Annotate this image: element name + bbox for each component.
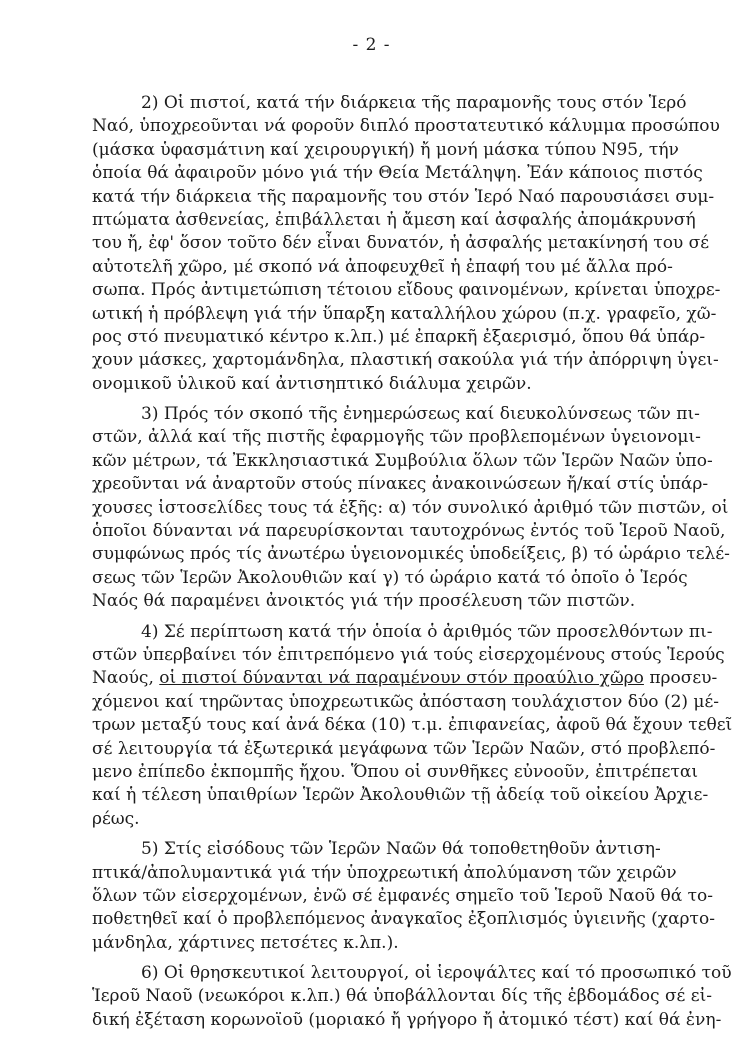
text-line: Ναός θά παραμένει ἀνοικτός γιά τήν προσέλευση τῶν πιστῶν.: [92, 591, 636, 612]
text-line: 3) Πρός τόν σκοπό τῆς ἐνημερώσεως καί διευκολύνσεως τῶν πι-: [141, 404, 700, 425]
text-line: πτώματα ἀσθενείας, ἐπιβάλλεται ἡ ἄμεση καί ἀσφαλής ἀπομάκρυνσή: [92, 209, 696, 230]
text-line: Ἱεροῦ Ναοῦ (νεωκόροι κ.λπ.) θά ὑποβάλλονται δίς τῆς ἑβδομάδος σέ εἰ-: [92, 986, 712, 1007]
text-line: χουσες ἱστοσελίδες τους τά ἑξῆς: α) τόν συνολικό ἀριθμό τῶν πιστῶν, οἱ: [92, 497, 729, 518]
text-line: ὅλων τῶν εἰσερχομένων, ἐνῶ σέ ἐμφανές σημεῖο τοῦ Ἱεροῦ Ναοῦ θά το-: [92, 885, 714, 906]
paragraph-5: [92, 838, 715, 955]
text-line: (μάσκα ὑφασμάτινη καί χειρουργική) ἤ μονή μάσκα τύπου Ν95, τήν: [92, 139, 679, 160]
text-line: αὐτοτελῆ χῶρο, μέ σκοπό νά ἀποφευχθεῖ ἡ ἐπαφή του μέ ἄλλα πρό-: [92, 256, 673, 277]
text-line: του ἤ, ἐφ' ὅσον τοῦτο δέν εἶναι δυνατόν, ἡ ἀσφαλής μετακίνησή του σέ: [92, 233, 710, 254]
paragraph-6: [92, 962, 732, 1032]
text-line: δική ἐξέταση κορωνοϊοῦ (μοριακό ἤ γρήγορο ἤ ἀτομικό τέστ) καί θά ἐνη-: [92, 1009, 722, 1030]
paragraph-3: [92, 403, 730, 614]
text-line: ποθετηθεῖ καί ὁ προβλεπόμενος ἀναγκαῖος ἐξοπλισμός ὑγιεινῆς (χαρτο-: [92, 909, 715, 930]
paragraph-4: [92, 621, 733, 832]
text-line: σωπα. Πρός ἀντιμετώπιση τέτοιου εἴδους φαινομένων, κρίνεται ὑποχρε-: [92, 280, 721, 301]
text-line: στῶν ὑπερβαίνει τόν ἐπιτρεπόμενο γιά τούς εἰσερχομένους στούς Ἱερούς: [92, 644, 725, 665]
text-line: Ναό, ὑποχρεοῦνται νά φοροῦν διπλό προστατευτικό κάλυμμα προσώπου: [92, 116, 720, 137]
paragraph-2: [92, 92, 721, 396]
text-line: καί ἡ τέλεση ὑπαιθρίων Ἱερῶν Ἀκολουθιῶν τῇ ἀδείᾳ τοῦ οἰκείου Ἀρχιε-: [92, 785, 709, 806]
page-number: - 2 -: [352, 35, 391, 55]
document-body: [92, 92, 733, 1039]
text-line: 2) Οἱ πιστοί, κατά τήν διάρκεια τῆς παραμονῆς τους στόν Ἱερό: [141, 93, 687, 113]
text-line: χόμενοι καί τηρῶντας ὑποχρεωτικῶς ἀπόσταση τουλάχιστον δύο (2) μέ-: [92, 691, 720, 712]
text-line: ονομικοῦ ὑλικοῦ καί ἀντισηπτικό διάλυμα χειρῶν.: [92, 373, 532, 394]
text-line: στῶν, ἀλλά καί τῆς πιστῆς ἐφαρμογῆς τῶν προβλεπομένων ὑγειονομι-: [92, 427, 701, 448]
text-line: κατά τήν διάρκεια τῆς παραμονῆς του στόν Ἱερό Ναό παρουσιάσει συμ-: [92, 186, 715, 207]
text-fragment: προσευ-: [649, 668, 718, 689]
text-line: μενο ἐπίπεδο ἐκπομπῆς ἤχου. Ὅπου οἱ συνθῆκες εὐνοοῦν, ἐπιτρέπεται: [92, 761, 698, 782]
text-line: πτικά/ἀπολυμαντικά γιά τήν ὑποχρεωτική ἀπολύμανση τῶν χειρῶν: [92, 862, 677, 883]
text-line: χουν μάσκες, χαρτομάνδηλα, πλαστική σακούλα γιά τήν ἀπόρριψη ὑγει-: [92, 350, 719, 371]
text-line: κῶν μέτρων, τά Ἐκκλησιαστικά Συμβούλια ὅλων τῶν Ἱερῶν Ναῶν ὑπο-: [92, 450, 713, 471]
text-line: 6) Οἱ θρησκευτικοί λειτουργοί, οἱ ἱεροψάλτες καί τό προσωπικό τοῦ: [141, 963, 732, 984]
text-line: 5) Στίς εἰσόδους τῶν Ἱερῶν Ναῶν θά τοποθετηθοῦν ἀντιση-: [141, 839, 661, 860]
underlined-phrase: οἱ πιστοί δύνανται νά παραμένουν στόν προαύλιο χῶρο: [159, 668, 644, 689]
text-line: σέ λειτουργία τά ἐξωτερικά μεγάφωνα τῶν Ἱερῶν Ναῶν, στό προβλεπό-: [92, 738, 716, 759]
text-line: ὁποῖοι δύνανται νά παρευρίσκονται ταυτοχρόνως ἐντός τοῦ Ἱεροῦ Ναοῦ,: [92, 521, 726, 542]
text-line: ρος στό πνευματικό κέντρο κ.λπ.) μέ ἐπαρκῆ ἐξαερισμό, ὅπου θά ὑπάρ-: [92, 326, 706, 347]
text-line: σεως τῶν Ἱερῶν Ἀκολουθιῶν καί γ) τό ὡράριο κατά τό ὁποῖο ὁ Ἱερός: [92, 567, 688, 588]
text-line: ωτική ἡ πρόβλεψη γιά τήν ὕπαρξη καταλλήλου χώρου (π.χ. γραφεῖο, χῶ-: [92, 303, 717, 324]
text-fragment: Ναούς,: [92, 668, 154, 689]
text-line: μάνδηλα, χάρτινες πετσέτες κ.λπ.).: [92, 932, 399, 953]
text-line: ὁποία θά ἀφαιροῦν μόνο γιά τήν Θεία Μετάληψη. Ἐάν κάποιος πιστός: [92, 163, 703, 184]
text-line: τρων μεταξύ τους καί ἀνά δέκα (10) τ.μ. ἐπιφανείας, ἀφοῦ θά ἔχουν τεθεῖ: [92, 715, 733, 736]
text-line: 4) Σέ περίπτωση κατά τήν ὁποία ὁ ἀριθμός τῶν προσελθόντων πι-: [141, 621, 713, 642]
text-line: χρεοῦνται νά ἀναρτοῦν στούς πίνακες ἀνακοινώσεων ἤ/καί στίς ὑπάρ-: [92, 474, 709, 495]
text-line: συμφώνως πρός τίς ἀνωτέρω ὑγειονομικές ὑποδείξεις, β) τό ὡράριο τελέ-: [92, 544, 730, 565]
text-line: [92, 667, 718, 690]
text-line: ρέως.: [92, 808, 140, 829]
